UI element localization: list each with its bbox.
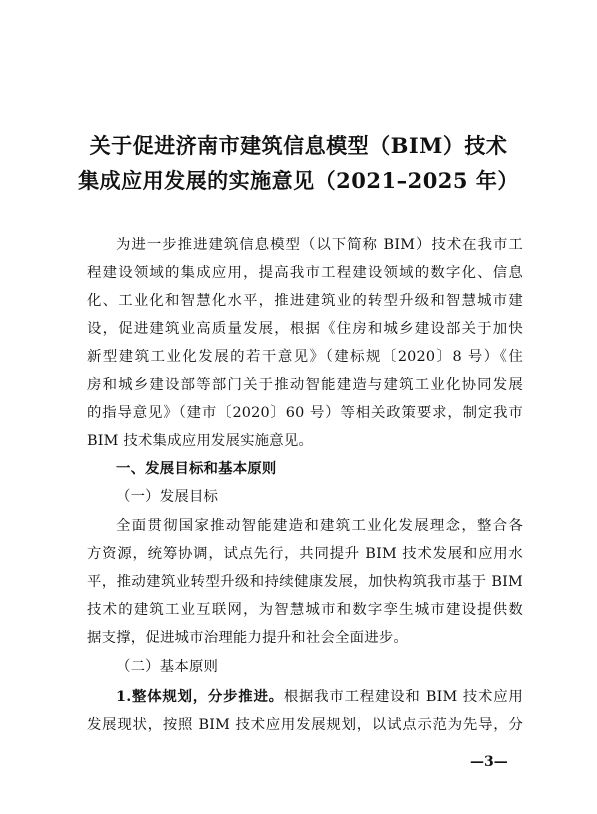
paragraph-line: 全面贯彻国家推动智能建造和建筑工业化发展理念，整合各	[116, 518, 523, 534]
document-title-line-2: 集成应用发展的实施意见（2021–2025 年）	[78, 168, 519, 193]
intro-line: 化、工业化和智慧化水平，推进建筑业的转型升级和智慧城市建	[87, 293, 523, 309]
intro-line: BIM 技术集成应用发展实施意见。	[87, 433, 314, 449]
paragraph-line: 平，推动建筑业转型升级和持续健康发展，加快构筑我市基于 BIM	[87, 574, 523, 590]
principle-text: 根据我市工程建设和 BIM 技术应用	[283, 689, 523, 705]
page-number: —3—	[470, 754, 508, 770]
intro-line: 为进一步推进建筑信息模型（以下简称 BIM）技术在我市工	[116, 237, 523, 253]
intro-line: 新型建筑工业化发展的若干意见》（建标规〔2020〕8 号）《住	[87, 349, 523, 365]
subsection-heading: （二）基本原则	[116, 659, 219, 675]
intro-line: 设，促进建筑业高质量发展，根据《住房和城乡建设部关于加快	[87, 321, 523, 337]
subsection-heading: （一）发展目标	[116, 489, 219, 505]
principle-line: 发展现状，按照 BIM 技术应用发展规划，以试点示范为先导，分	[87, 717, 523, 733]
section-heading: 一、发展目标和基本原则	[116, 460, 277, 477]
document-title-line-1: 关于促进济南市建筑信息模型（BIM）技术	[89, 133, 508, 158]
principle-title: 1.整体规划，分步推进。	[116, 688, 284, 705]
principle-line	[116, 688, 523, 706]
paragraph-line: 方资源，统筹协调，试点先行，共同提升 BIM 技术发展和应用水	[87, 546, 523, 562]
paragraph-line: 据支撑，促进城市治理能力提升和社会全面进步。	[87, 630, 408, 646]
intro-line: 的指导意见》（建市〔2020〕60 号）等相关政策要求，制定我市	[87, 405, 523, 421]
paragraph-line: 技术的建筑工业互联网，为智慧城市和数字孪生城市建设提供数	[87, 602, 523, 618]
intro-line: 房和城乡建设部等部门关于推动智能建造与建筑工业化协同发展	[87, 377, 523, 393]
intro-line: 程建设领域的集成应用，提高我市工程建设领域的数字化、信息	[87, 265, 523, 281]
